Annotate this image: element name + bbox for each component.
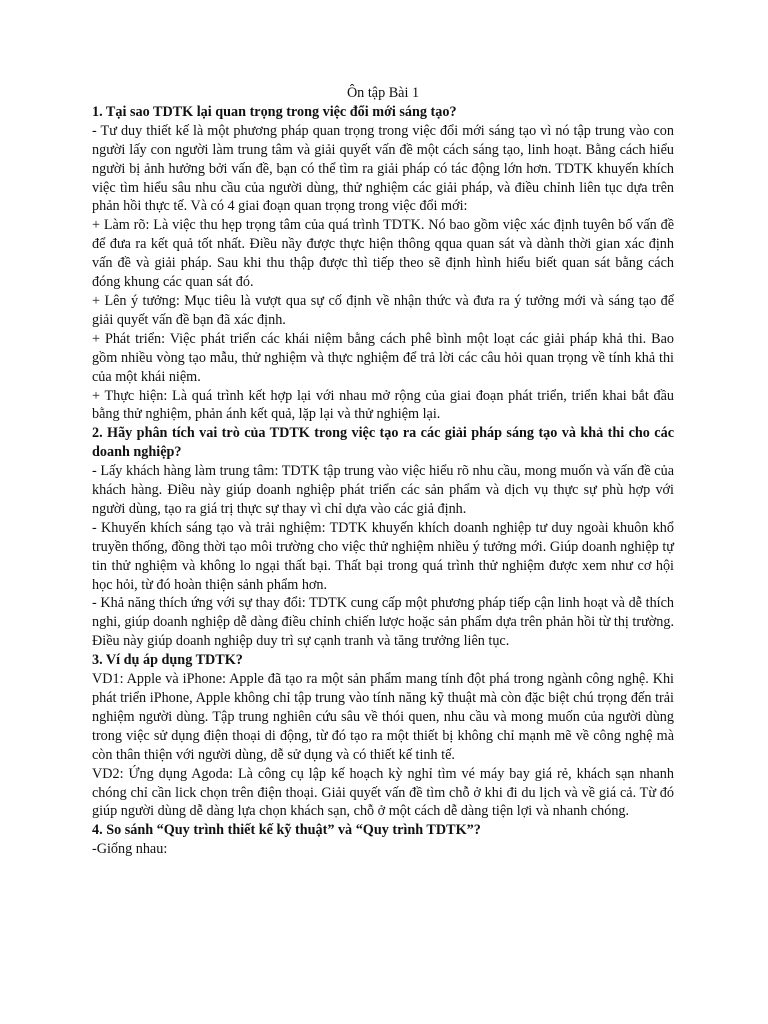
q2-paragraph: - Khả năng thích ứng với sự thay đổi: TDTK cung cấp một phương pháp tiếp cận linh hoạt và dễ thích nghi, giúp doanh nghiệp dễ dàng điều chỉnh chiến lược hoặc sản phẩm dựa trên phản hồi từ thị trường. Điều này giúp doanh nghiệp duy trì sự cạnh tranh và tăng trưởng liên tục. (92, 595, 674, 650)
question-4-heading: 4. So sánh “Quy trình thiết kế kỹ thuật” và “Quy trình TDTK”? (92, 822, 481, 839)
q2-paragraph: - Lấy khách hàng làm trung tâm: TDTK tập trung vào việc hiểu rõ nhu cầu, mong muốn và vấn đề của khách hàng. Điều này giúp doanh nghiệp phát triển các sản phẩm và dịch vụ thực sự phù hợp với người dùng, tạo ra giá trị thực sự thay vì chỉ dựa vào các giả định. (92, 463, 674, 517)
q4-paragraph: -Giống nhau: (92, 841, 168, 858)
question-3-heading: 3. Ví dụ áp dụng TDTK? (92, 652, 243, 669)
q1-paragraph: + Làm rõ: Là việc thu hẹp trọng tâm của quá trình TDTK. Nó bao gồm việc xác định tuyên bố vấn đề để đưa ra kết quả tốt nhất. Điều nầy được thực hiện thông qqua quan sát và dành thời gian xác định vấn đề và giải pháp. Sau khi thu thập được thì tiếp theo sẽ định hình hiểu biết quan sát bằng cách đóng khung các quan sát đó. (92, 217, 674, 291)
question-1-heading: 1. Tại sao TDTK lại quan trọng trong việc đổi mới sáng tạo? (92, 103, 457, 120)
question-2-heading: 2. Hãy phân tích vai trò của TDTK trong việc tạo ra các giải pháp sáng tạo và khả thi cho các doanh nghiệp? (92, 425, 674, 461)
q3-paragraph: VD1: Apple và iPhone: Apple đã tạo ra một sản phẩm mang tính đột phá trong ngành công nghệ. Khi phát triển iPhone, Apple không chỉ tập trung vào tính năng kỹ thuật mà còn đặc biệt chú trọng đến trải nghiệm người dùng. Tập trung nghiên cứu sâu về thói quen, nhu cầu và mong muốn của người dùng trong việc sử dụng điện thoại di động, từ đó tạo ra một thiết bị không chỉ mạnh mẽ về công nghệ mà còn thân thiện với người dùng, dễ sử dụng và có thiết kế tinh tế. (92, 671, 674, 763)
document-title: Ôn tập Bài 1 (346, 85, 420, 101)
q1-paragraph: + Thực hiện: Là quá trình kết hợp lại với nhau mở rộng của giai đoạn phát triển, triển khai bắt đầu bằng thử nghiệm, phản ánh kết quả, lặp lại và thử nghiệm lại. (92, 387, 674, 423)
document-page (92, 84, 674, 859)
q1-paragraph: - Tư duy thiết kế là một phương pháp quan trọng trong việc đổi mới sáng tạo vì nó tập trung vào con người lấy con người làm trung tâm và giải quyết vấn đề một cách sáng tạo, linh hoạt. Bằng cách hiểu người bị ảnh hưởng bởi vấn đề, bạn có thể tìm ra giải pháp có tác động lớn hơn. TDTK khuyến khích việc tìm hiểu sâu nhu cầu của người dùng, thử nghiệm các giải pháp, và điều chỉnh liên tục dựa trên phản hồi thực tế. Và có 4 giai đoạn quan trọng trong việc đổi mới: (92, 122, 674, 215)
q2-paragraph: - Khuyến khích sáng tạo và trải nghiệm: TDTK khuyến khích doanh nghiệp tư duy ngoài khuôn khổ truyền thống, đồng thời tạo môi trường cho việc thử nghiệm nhiều ý tưởng mới. Giúp doanh nghiệp tự tin thử nghiệm và không lo ngại thất bại. Thất bại trong quá trình thử nghiệm được xem như cơ hội học hỏi, từ đó hoàn thiện sảnh phẩm hơn. (92, 519, 674, 593)
q3-paragraph: VD2: Ứng dụng Agoda: Là công cụ lập kế hoạch kỳ nghỉ tìm vé máy bay giá rẻ, khách sạn nhanh chóng chỉ cần lick chọn trên điện thoại. Giải quyết vấn đề tìm chỗ ở khi đi du lịch và về giá cả. Từ đó giúp người dùng dễ dàng lựa chọn khách sạn, chỗ ở một cách dễ dàng tiện lợi và nhanh chóng. (92, 765, 674, 820)
q1-paragraph: + Phát triển: Việc phát triển các khái niệm bằng cách phê bình một loạt các giải pháp khả thi. Bao gồm nhiều vòng tạo mẫu, thử nghiệm và thực nghiệm để trả lời các câu hỏi quan trọng về tính khả thi của một khái niệm. (92, 330, 674, 385)
q1-paragraph: + Lên ý tưởng: Mục tiêu là vượt qua sự cố định về nhận thức và đưa ra ý tưởng mới và sáng tạo để giải quyết vấn đề bạn đã xác định. (92, 292, 674, 328)
